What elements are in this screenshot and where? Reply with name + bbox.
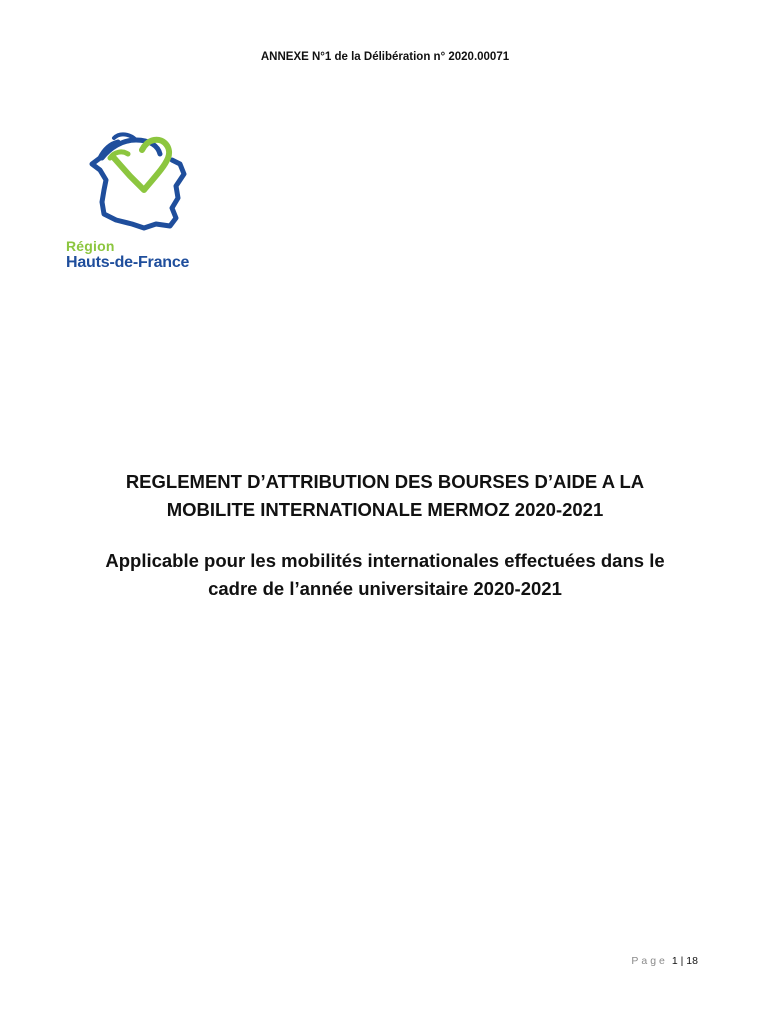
logo-hauts-de-france-label: Hauts-de-France bbox=[66, 254, 190, 271]
page-number: 1 | 18 bbox=[671, 955, 698, 967]
logo-region-label: Région bbox=[66, 238, 115, 254]
document-subtitle bbox=[40, 547, 730, 603]
page-label: Page bbox=[631, 955, 668, 967]
annex-header: ANNEXE N°1 de la Délibération n° 2020.00071 bbox=[260, 51, 510, 63]
region-logo-icon bbox=[80, 128, 190, 234]
subtitle-line-2: cadre de l’année universitaire 2020-2021 bbox=[208, 578, 562, 599]
subtitle-line-1: Applicable pour les mobilités internationales effectuées dans le bbox=[105, 550, 665, 571]
title-line-1: REGLEMENT D’ATTRIBUTION DES BOURSES D’AIDE A LA bbox=[125, 471, 645, 492]
page-footer bbox=[631, 955, 698, 967]
region-logo bbox=[60, 128, 230, 278]
title-line-2: MOBILITE INTERNATIONALE MERMOZ 2020-2021 bbox=[166, 499, 604, 520]
document-title bbox=[40, 468, 730, 524]
